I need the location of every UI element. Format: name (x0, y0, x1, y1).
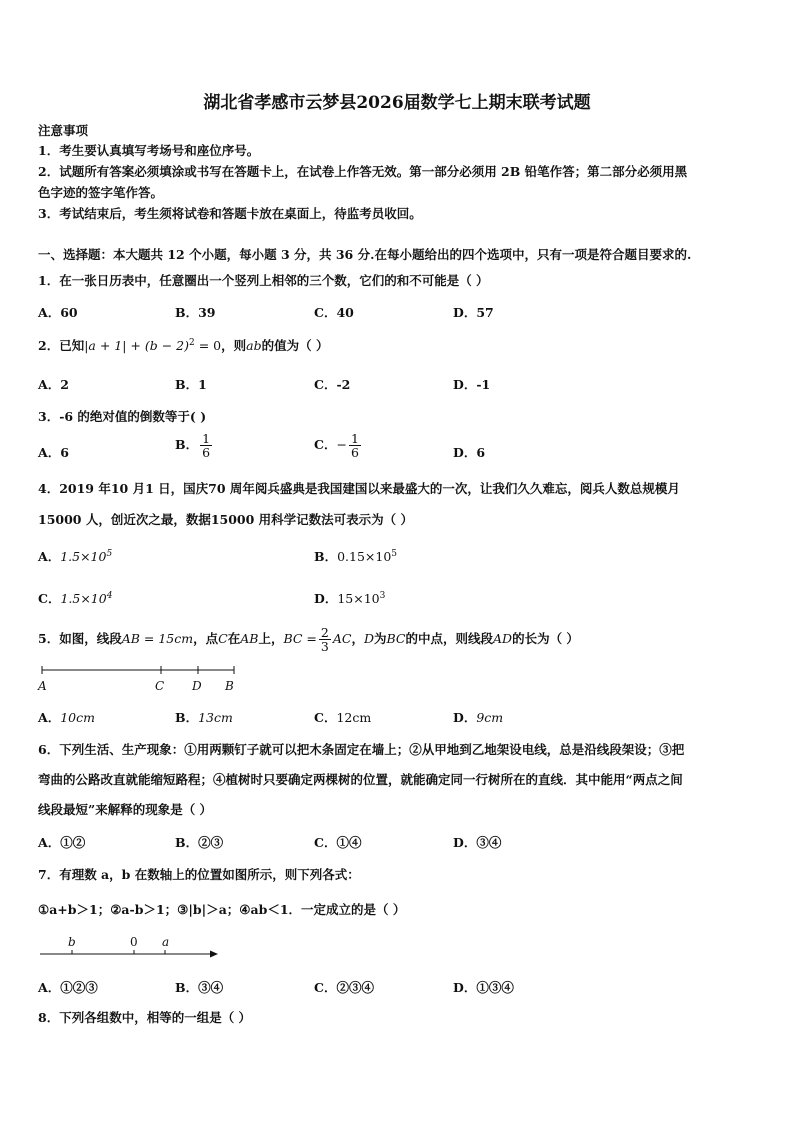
q5-text: 的长为（ ） (512, 631, 579, 647)
q1-option-d[interactable]: D．57 (453, 305, 494, 320)
q5-label-b: B (225, 679, 234, 693)
q6-option-c[interactable]: C．①④ (314, 835, 362, 850)
sci-notation-base: 15×10 (337, 591, 380, 606)
q5-text: 的中点，则线段 (405, 631, 493, 647)
q5-option-d-value: 9cm (476, 710, 504, 725)
q7-label-b: b (68, 935, 76, 949)
q3-option-b-label: B． (175, 437, 199, 453)
q2-mid: ，则 (221, 338, 247, 353)
sci-notation-exponent: 5 (391, 548, 398, 559)
q7-option-b[interactable]: B．③④ (175, 980, 224, 995)
q5-option-b-label: B． (175, 710, 199, 725)
q4-stem-line2: 15000 人，创近次之最，数据15000 用科学记数法可表示为（ ） (38, 512, 414, 527)
q2-prefix: 2．已知 (38, 338, 85, 353)
q3-option-c-label: C． (314, 437, 337, 453)
q4-option-d[interactable] (314, 589, 385, 607)
q5-stem (38, 626, 579, 653)
q1-option-b[interactable]: B．39 (175, 305, 216, 320)
q7-stem-line1: 7．有理数 a，b 在数轴上的位置如图所示，则下列各式： (38, 867, 360, 882)
q3-option-a[interactable]: A．6 (38, 445, 69, 460)
q1-option-a[interactable]: A．60 (38, 305, 78, 320)
fraction-numerator: 1 (202, 431, 211, 446)
q3-option-b[interactable] (175, 432, 214, 459)
q7-label-zero: 0 (130, 935, 138, 949)
minus-sign: − (336, 437, 347, 453)
notice-item-2-cont: 色字迹的签字笔作答。 (38, 185, 164, 200)
q5-fraction (319, 626, 331, 653)
q5-text: ，点 (193, 631, 219, 647)
q5-label-d: D (192, 679, 202, 693)
sci-notation-exponent: 3 (379, 590, 386, 601)
q3-stem: 3．-6 的绝对值的倒数等于( ) (38, 409, 207, 424)
q6-option-a[interactable]: A．①② (38, 835, 86, 850)
q6-stem-line2: 弯曲的公路改直就能缩短路程；④植树时只要确定两棵树的位置，就能确定同一行树所在的直线．其中能用“两点之间 (38, 772, 683, 787)
q2-expression: |a + 1| + (b − 2) (84, 338, 190, 353)
q7-option-c[interactable]: C．②③④ (314, 980, 374, 995)
q4-option-b[interactable] (314, 547, 397, 565)
q5-ab-equation: AB = 15cm (121, 631, 194, 647)
q4-option-a-label: A． (38, 549, 61, 564)
q5-option-a-value: 10cm (60, 710, 95, 725)
q6-stem-line1: 6．下列生活、生产现象：①用两颗钉子就可以把木条固定在墙上；②从甲地到乙地架设电线，总是沿线段架设；③把 (38, 742, 685, 757)
q5-segment-ad: AD (493, 631, 513, 647)
q5-segment-figure (38, 662, 248, 696)
notice-heading: 注意事项 (38, 123, 89, 138)
q7-option-d[interactable]: D．①③④ (453, 980, 514, 995)
fraction-denominator: 6 (202, 445, 211, 461)
q3-option-c-fraction (349, 432, 361, 459)
q5-option-a[interactable] (38, 708, 95, 726)
q4-option-d-label: D． (314, 591, 338, 606)
q2-suffix: 的值为（ ） (261, 338, 329, 353)
q2-option-a[interactable]: A．2 (38, 377, 69, 392)
q8-stem: 8．下列各组数中，相等的一组是（ ） (38, 1010, 252, 1025)
q6-option-d[interactable]: D．③④ (453, 835, 502, 850)
q5-label-a: A (38, 679, 47, 693)
q7-stem-line2: ①a+b＞1；②a-b＞1；③|b|＞a；④ab＜1．一定成立的是（ ） (38, 902, 406, 917)
notice-item-1: 1．考生要认真填写考场号和座位序号。 (38, 143, 260, 158)
q4-option-c[interactable] (38, 589, 112, 607)
q2-ab: ab (246, 338, 262, 353)
q4-stem-line1: 4．2019 年10 月1 日，国庆70 周年阅兵盛典是我国建国以来最盛大的一次，让我们久久难忘，阅兵人数总规模月 (38, 481, 680, 496)
q5-text: 为 (373, 631, 387, 647)
q4-option-b-label: B． (314, 549, 338, 564)
q5-option-b[interactable] (175, 708, 233, 726)
q6-stem-line3: 线段最短”来解释的现象是（ ） (38, 802, 213, 817)
sci-notation-exponent: 5 (106, 548, 113, 559)
sci-notation-base: 0.15×10 (337, 549, 392, 564)
section-heading: 一、选择题：本大题共 12 个小题，每小题 3 分，共 36 分.在每小题给出的四个选项中，只有一项是符合题目要求的. (38, 247, 692, 262)
q5-option-d-label: D． (453, 710, 477, 725)
sci-notation-base: 1.5×10 (60, 591, 107, 606)
q3-option-b-fraction (200, 432, 212, 459)
q6-option-b[interactable]: B．②③ (175, 835, 224, 850)
q5-segment-ac: AC (332, 631, 352, 647)
q7-number-line (38, 948, 222, 962)
q7-label-a: a (162, 935, 170, 949)
fraction-numerator: 1 (350, 431, 359, 446)
q5-text: 在 (227, 631, 241, 647)
q5-label-c: C (155, 679, 165, 693)
q5-option-c[interactable] (314, 708, 371, 726)
q5-point-d: D (363, 631, 374, 647)
q5-option-d[interactable] (453, 708, 503, 726)
q5-segment-ab: AB (240, 631, 259, 647)
q4-option-a[interactable] (38, 547, 112, 565)
q2-option-d[interactable]: D．-1 (453, 377, 491, 392)
notice-item-2: 2．试题所有答案必须填涂或书写在答题卡上，在试卷上作答无效。第一部分必须用 2B 铅笔作答；第二部分必须用黑 (38, 164, 688, 179)
q2-option-c[interactable]: C．-2 (314, 377, 351, 392)
q3-option-d[interactable]: D．6 (453, 445, 486, 460)
q1-option-c[interactable]: C．40 (314, 305, 354, 320)
q2-stem (38, 336, 328, 354)
fraction-numerator: 2 (320, 625, 329, 640)
sci-notation-exponent: 4 (106, 590, 113, 601)
q7-option-a[interactable]: A．①②③ (38, 980, 98, 995)
q5-option-c-label: C． (314, 710, 337, 725)
fraction-denominator: 6 (350, 445, 359, 461)
arrow-right-icon (210, 951, 218, 958)
q5-option-c-value: 12cm (336, 710, 372, 725)
q2-equals: = 0 (194, 338, 222, 353)
q5-text: ， (351, 631, 364, 647)
q2-exponent: 2 (189, 337, 195, 348)
q2-option-b[interactable]: B．1 (175, 377, 207, 392)
notice-item-3: 3．考试结束后，考生须将试卷和答题卡放在桌面上，待监考员收回。 (38, 206, 422, 221)
q5-text: 上， (258, 631, 284, 647)
q5-bc-equation: BC = (283, 631, 317, 647)
sci-notation-base: 1.5×10 (60, 549, 107, 564)
q4-option-c-label: C． (38, 591, 61, 606)
q5-option-a-label: A． (38, 710, 61, 725)
exam-title: 湖北省孝感市云梦县2026届数学七上期末联考试题 (203, 93, 591, 113)
q5-segment-bc: BC (386, 631, 406, 647)
q5-text: 5．如图，线段 (38, 631, 122, 647)
fraction-denominator: 3 (320, 639, 329, 655)
q3-option-c[interactable] (314, 432, 363, 459)
q5-point-c: C (218, 631, 228, 647)
q5-option-b-value: 13cm (198, 710, 233, 725)
q1-stem: 1．在一张日历表中，任意圈出一个竖列上相邻的三个数，它们的和不可能是（ ） (38, 273, 489, 288)
